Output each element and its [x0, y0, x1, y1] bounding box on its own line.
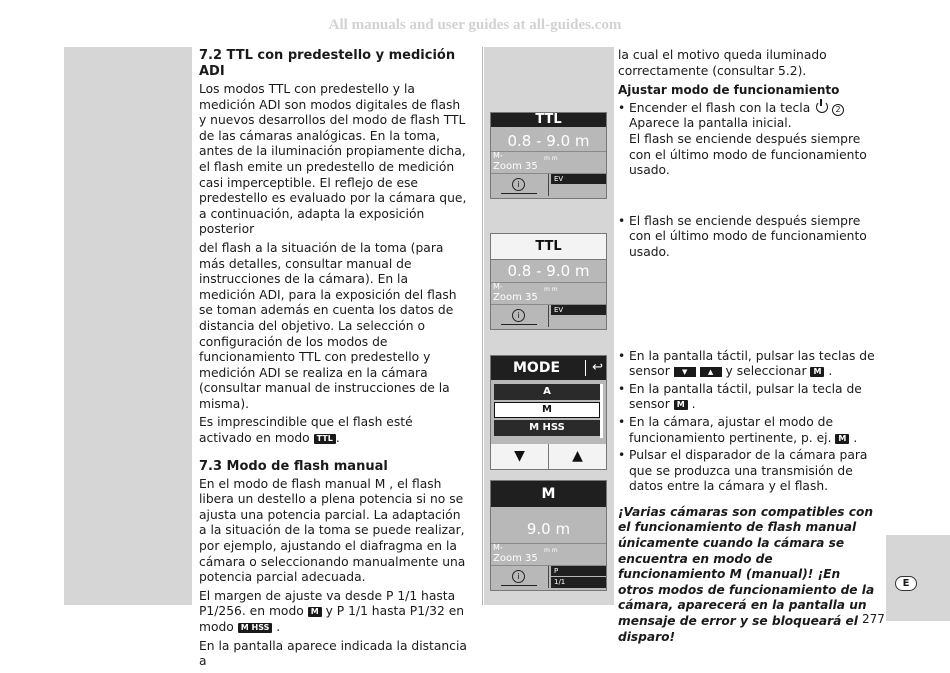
paragraph-ttl-intro: Los modos TTL con predestello y la medición ADI son modos digitales de flash y nuevos desarrollos del modo de flash TTL de las cámaras analógicas. En la toma, antes de la iluminación propiamente dicha, el flash emite un predestello de medición casi imperceptible. El reflejo de ese predestello es evaluado por la cámara que, a continuación, adapta la exposición posterior — [199, 82, 467, 237]
text: . — [853, 430, 858, 445]
paragraph-range — [199, 589, 467, 636]
m-key-badge: M — [835, 434, 849, 444]
ev-button[interactable]: EV — [551, 174, 606, 184]
mode-list — [494, 384, 600, 438]
flash-display-ttl-1 — [490, 112, 607, 199]
column-divider — [482, 47, 483, 605]
up-arrow-button[interactable]: ▲ — [549, 444, 606, 469]
callout-number: 2 — [832, 104, 844, 116]
display-zoom-area — [491, 543, 606, 566]
text: En la cámara, ajustar el modo de funcionamiento pertinente, p. ej. — [629, 414, 834, 445]
down-arrow-button[interactable]: ▼ — [491, 444, 549, 469]
mode-scrollbar[interactable] — [600, 384, 603, 438]
display-zoom-area — [491, 282, 606, 305]
bullet-press-sensor — [618, 382, 880, 413]
warning-note: ¡Varias cámaras son compatibles con el funcionamiento de flash manual únicamente cuando la cámara se encuentra en modo de funcionamiento M (manual)! ¡En otros modos de funcionamiento de la cámara, aparecerá en la pantalla un mensaje de error y se bloqueará el disparo! — [618, 504, 875, 644]
heading-manual: 7.3 Modo de flash manual — [199, 458, 388, 474]
watermark: All manuals and user guides at all-guides.com — [328, 17, 622, 33]
text: El margen de ajuste va desde P 1/1 hasta P1/256. en modo — [199, 588, 456, 619]
text: Es imprescindible que el flash esté activado en modo — [199, 415, 413, 446]
display-mm: m m — [544, 155, 558, 162]
page-number: 277 — [862, 612, 885, 626]
paragraph-ttl-adi: del flash a la situación de la toma (para más detalles, consultar manual de instrucciones de la cámara). En la medición ADI, para la exposición del flash se toman además en cuenta los datos de distancia del objetivo. La selección o configuración de los modos de funcionamiento TTL con predestello y medición ADI se realiza en la cámara (consultar manual de instrucciones de la misma). — [199, 240, 457, 411]
m-key-badge: M — [810, 367, 824, 377]
info-icon: i — [512, 309, 525, 322]
info-button[interactable] — [491, 305, 549, 327]
display-mm: m m — [544, 286, 558, 293]
flash-display-manual — [490, 480, 607, 591]
left-margin-band — [64, 47, 192, 605]
display-mm: m m — [544, 547, 558, 554]
display-zoom: Zoom 35 — [493, 292, 538, 303]
info-underline — [501, 324, 537, 325]
mode-option-a[interactable]: A — [494, 384, 600, 400]
paragraph-continued: la cual el motivo queda iluminado correctamente (consultar 5.2). — [618, 48, 827, 78]
heading-ttl: 7.2 TTL con predestello y medición ADI — [199, 48, 456, 79]
text-column-right — [618, 48, 880, 648]
language-badge: E — [895, 576, 917, 591]
m-key-badge: M — [308, 607, 322, 617]
info-underline — [501, 193, 537, 194]
display-bottom — [491, 174, 606, 198]
text-column-left — [199, 48, 467, 673]
info-icon: i — [512, 570, 525, 583]
bullet-shutter: • Pulsar el disparador de la cámara para que se produzca una transmisión de datos entre la cámara y el flash. — [618, 448, 880, 495]
display-title: TTL — [491, 234, 606, 260]
info-underline — [501, 585, 537, 586]
display-distance: 0.8 - 9.0 m — [507, 132, 590, 150]
text: . — [276, 620, 281, 634]
display-zoom: Zoom 35 — [493, 553, 538, 564]
text: En la pantalla táctil, pulsar las teclas de sensor — [629, 348, 875, 379]
m-key-badge: M — [674, 400, 688, 410]
bullet-power-on — [618, 101, 880, 179]
paragraph-manual: En el modo de flash manual M , el flash libera un destello a plena potencia si no se ajusta una potencia parcial. La adaptación a la situación de la toma se puede realizar, por ejemplo, ajustando el diafragma en la cámara o seleccionando manualmente una potencia parcial adecuada. — [199, 476, 466, 585]
text: . — [691, 397, 696, 412]
heading-ajustar: Ajustar modo de funcionamiento — [618, 83, 840, 98]
power-icon — [816, 101, 828, 113]
down-arrow-key: ▼ — [674, 367, 696, 377]
display-bottom — [491, 566, 606, 590]
bullet-camera-mode — [618, 415, 880, 446]
bullet-select-sensor — [618, 349, 880, 380]
ttl-key-badge: TTL — [314, 434, 336, 444]
power-label[interactable]: P — [551, 566, 606, 576]
display-m: M- — [493, 151, 503, 160]
header-separator — [585, 360, 586, 376]
info-button[interactable] — [491, 566, 549, 588]
ev-button[interactable]: EV — [551, 305, 606, 315]
text: El flash se enciende después siempre con el último modo de funcionamiento usado. — [629, 131, 867, 178]
text: y seleccionar — [725, 364, 807, 379]
info-icon: i — [512, 178, 525, 191]
display-zoom-area — [491, 151, 606, 174]
flash-display-ttl-2 — [490, 233, 607, 330]
power-value[interactable]: 1/1 — [551, 577, 606, 588]
paragraph-distance: En la pantalla aparece indicada la distancia a — [199, 638, 467, 669]
display-zoom: Zoom 35 — [493, 161, 538, 172]
back-icon[interactable]: ↩ — [592, 360, 603, 375]
text: Encender el flash con la tecla — [629, 100, 811, 115]
mode-buttons — [491, 444, 606, 469]
text: . — [828, 364, 833, 379]
mode-option-mhss[interactable]: M HSS — [494, 420, 600, 436]
display-distance: 9.0 m — [526, 520, 571, 538]
paragraph-ttl-required — [199, 415, 467, 446]
info-button[interactable] — [491, 174, 549, 196]
text: Aparece la pantalla inicial. — [629, 116, 792, 131]
display-m: M- — [493, 282, 503, 291]
text: y P 1/1 hasta P1/32 en modo — [199, 604, 465, 634]
mhss-key-badge: M HSS — [238, 623, 273, 633]
display-bottom — [491, 305, 606, 329]
text: En la pantalla táctil, pulsar la tecla de sensor — [629, 381, 862, 412]
bullet-last-mode: • El flash se enciende después siempre con el último modo de funcionamiento usado. — [618, 214, 880, 261]
mode-header — [491, 356, 606, 380]
up-arrow-key: ▲ — [700, 367, 722, 377]
mode-title: MODE — [513, 360, 561, 376]
flash-display-mode — [490, 355, 607, 470]
mode-option-m[interactable]: M — [494, 402, 600, 418]
display-title: TTL — [491, 113, 606, 127]
text: . — [335, 431, 340, 446]
display-m: M- — [493, 543, 503, 552]
display-distance: 0.8 - 9.0 m — [507, 262, 590, 280]
display-title: M — [491, 481, 606, 507]
